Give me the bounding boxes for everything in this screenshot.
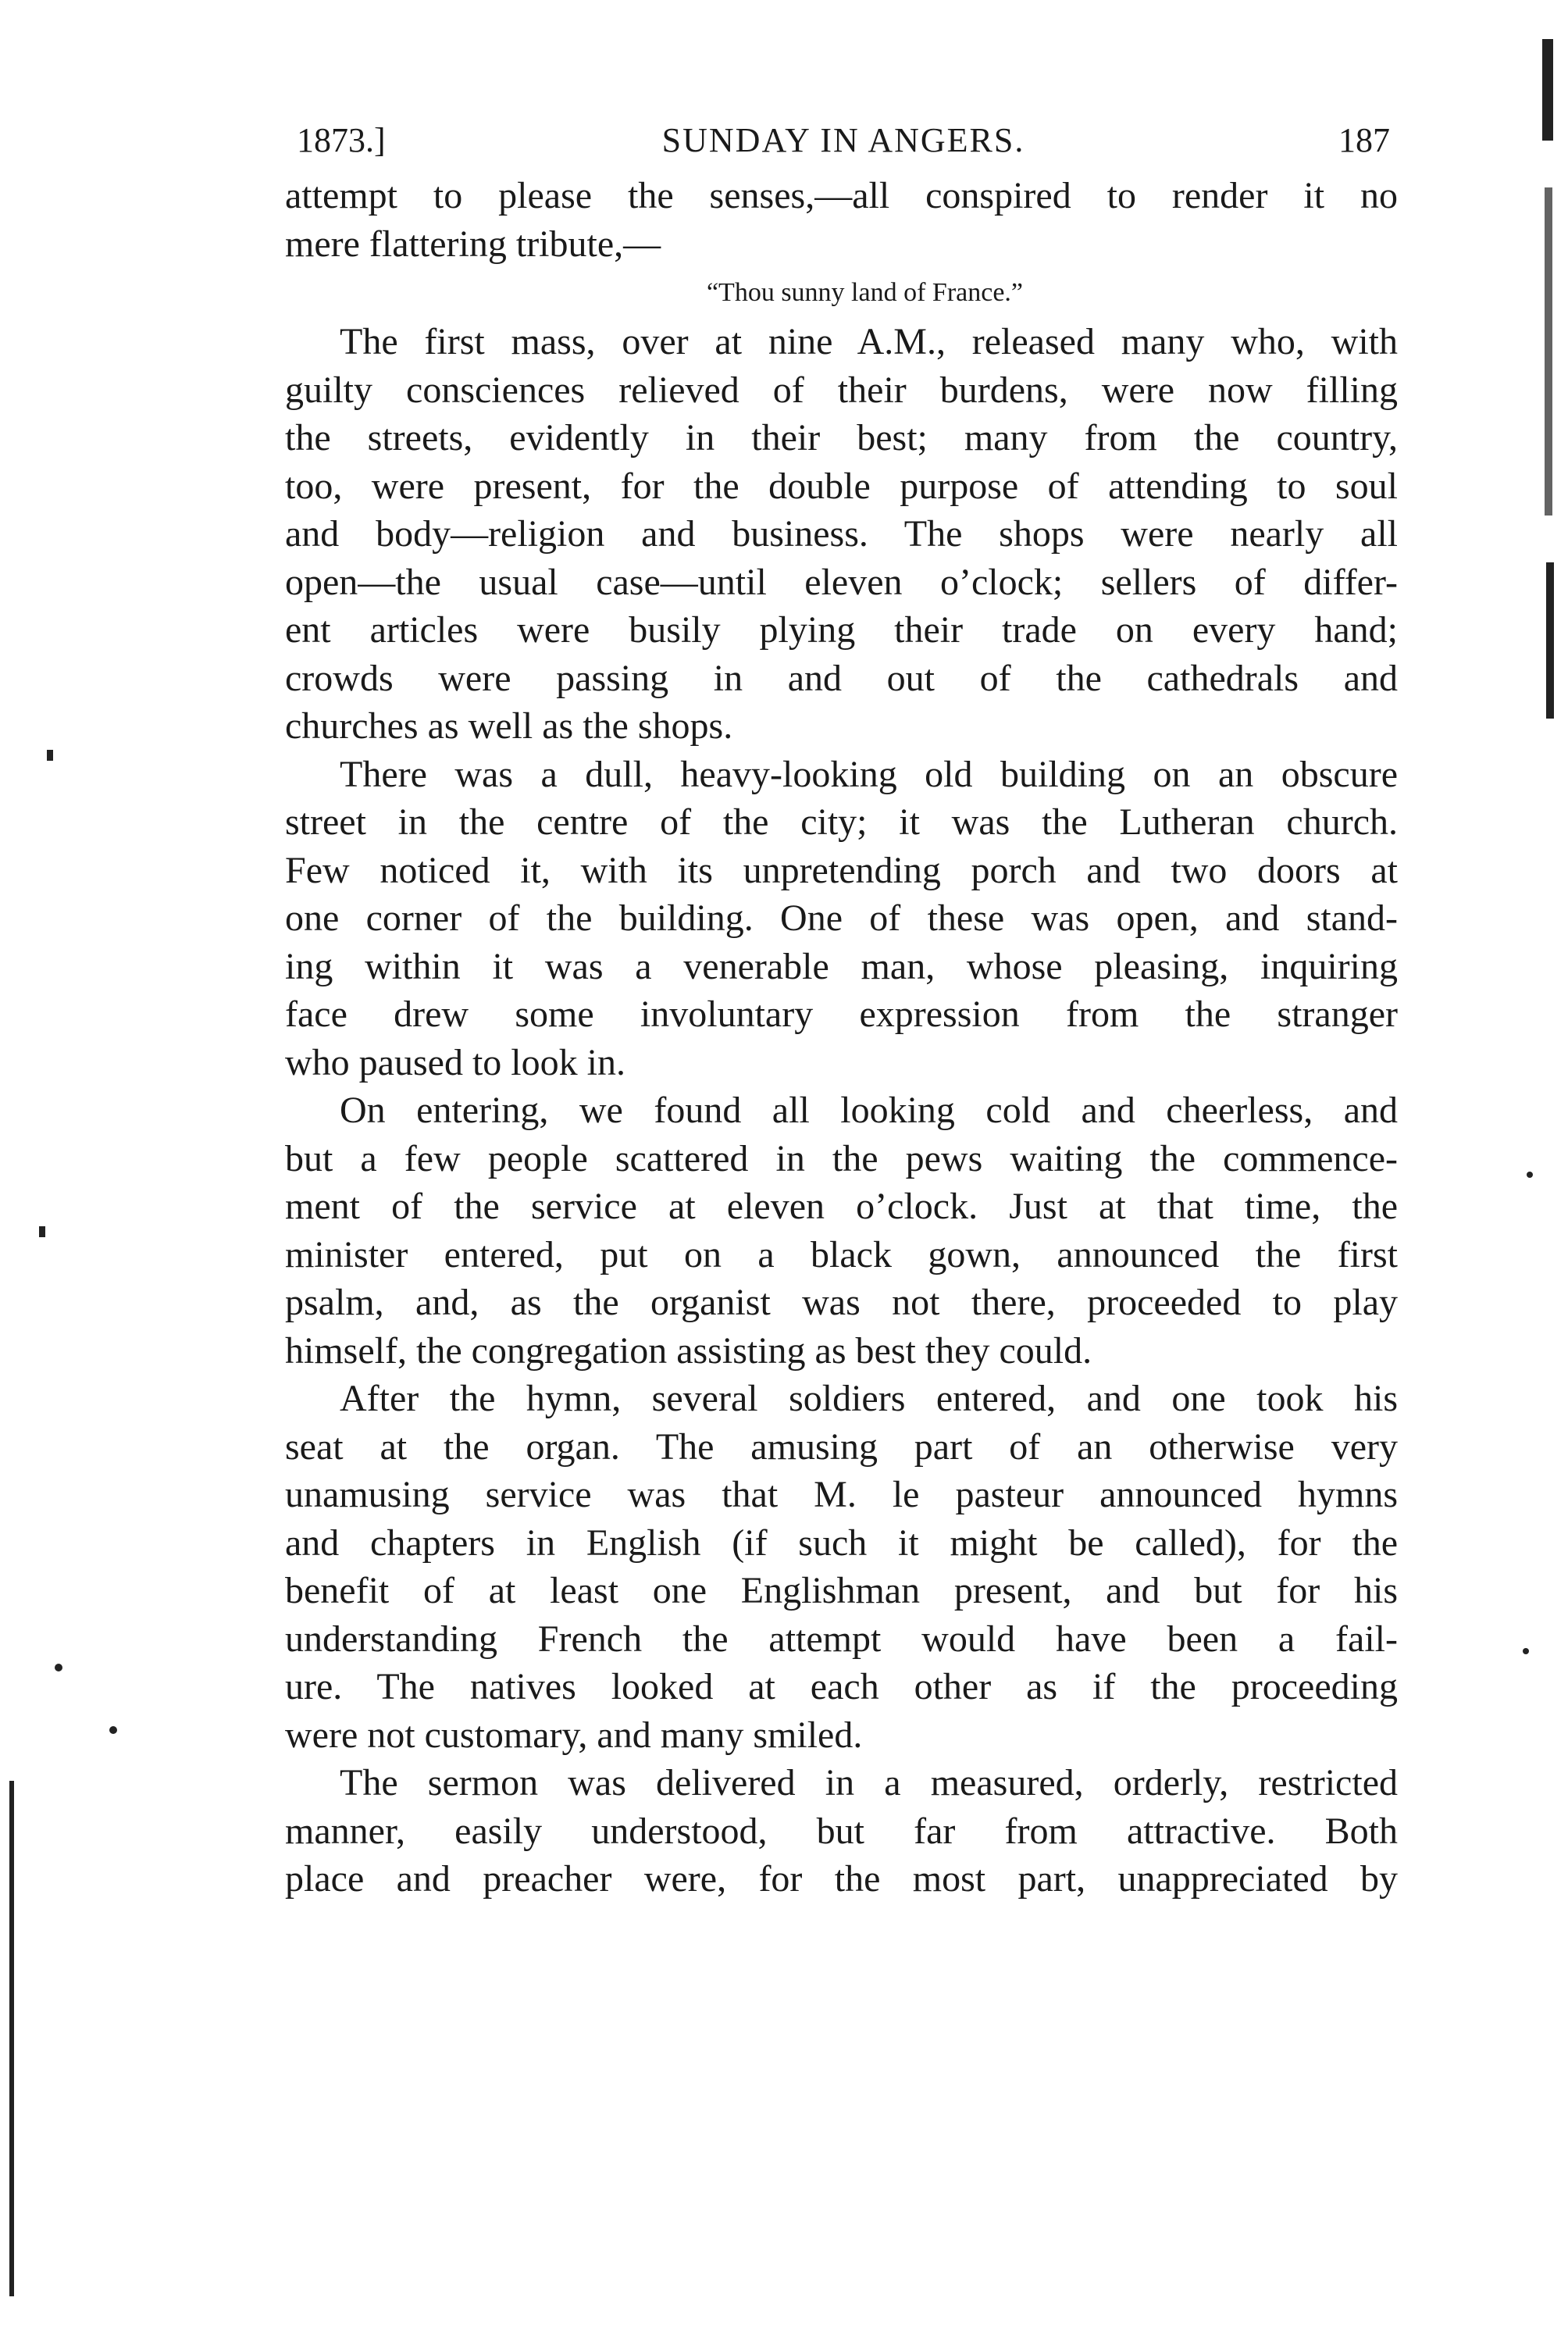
header-title: SUNDAY IN ANGERS. [661, 121, 1025, 159]
quotation: “Thou sunny land of France.” [706, 278, 1024, 307]
scan-speck [39, 1226, 45, 1237]
text-line: face drew some involuntary expression from the stranger [285, 994, 1398, 1035]
text-line: himself, the congregation assisting as best they could. [285, 1329, 1092, 1372]
text-line: one corner of the building. One of these was open, and stand- [285, 897, 1398, 939]
text-line: Few noticed it, with its unpretending porch and two doors at [285, 849, 1398, 891]
text-line: churches as well as the shops. [285, 705, 733, 747]
text-line: who paused to look in. [285, 1041, 625, 1083]
text-line: open—the usual case—until eleven o’clock; sellers of differ- [285, 561, 1398, 603]
header-year: 1873.] [297, 121, 386, 159]
scan-edge-mark [1546, 562, 1554, 719]
text-line: minister entered, put on a black gown, announced the first [285, 1233, 1398, 1275]
scan-speck [1523, 1648, 1529, 1654]
text-line: ent articles were busily plying their trade on every hand; [285, 609, 1398, 651]
scan-edge-mark [9, 1781, 14, 2296]
text-line: too, were present, for the double purpose of attending to soul [285, 465, 1398, 507]
text-line: and chapters in English (if such it might be called), for the [285, 1522, 1398, 1564]
scan-speck [55, 1664, 62, 1671]
text-line: but a few people scattered in the pews waiting the commence- [285, 1137, 1398, 1179]
text-line: ment of the service at eleven o’clock. Just at that time, the [285, 1186, 1398, 1227]
running-head [297, 117, 1390, 164]
scan-speck [1527, 1172, 1533, 1178]
text-line: and body—religion and business. The shops were nearly all [285, 513, 1398, 555]
text-line: were not customary, and many smiled. [285, 1714, 863, 1756]
text-line: crowds were passing in and out of the cathedrals and [285, 657, 1398, 699]
scan-speck [109, 1726, 117, 1734]
scan-speck [47, 750, 53, 761]
text-line: After the hymn, several soldiers entered, and one took his [340, 1378, 1398, 1419]
text-line: There was a dull, heavy-looking old building on an obscure [340, 753, 1398, 795]
scan-edge-mark [1545, 187, 1552, 516]
text-line: benefit of at least one Englishman present, and but for his [285, 1570, 1398, 1611]
text-line: attempt to please the senses,—all conspired to render it no [285, 175, 1398, 216]
text-line: manner, easily understood, but far from attractive. Both [285, 1810, 1398, 1852]
text-line: The sermon was delivered in a measured, orderly, restricted [340, 1762, 1398, 1803]
text-line: ing within it was a venerable man, whose pleasing, inquiring [285, 945, 1398, 987]
body-text [285, 172, 1398, 1903]
text-line: seat at the organ. The amusing part of an otherwise very [285, 1425, 1398, 1468]
scan-edge-mark [1542, 39, 1553, 141]
text-line: The first mass, over at nine A.M., released many who, with [340, 321, 1398, 362]
text-line: understanding French the attempt would have been a fail- [285, 1618, 1398, 1660]
text-line: psalm, and, as the organist was not there, proceeded to play [285, 1282, 1398, 1323]
text-line: place and preacher were, for the most part, unappreciated by [285, 1858, 1398, 1900]
text-line: mere flattering tribute,— [285, 223, 661, 265]
page-number: 187 [1338, 121, 1390, 159]
text-line: unamusing service was that M. le pasteur announced hymns [285, 1474, 1398, 1515]
text-line: guilty consciences relieved of their burdens, were now filling [285, 369, 1398, 411]
text-line: street in the centre of the city; it was the Lutheran church. [285, 801, 1398, 843]
text-line: ure. The natives looked at each other as if the proceeding [285, 1666, 1398, 1707]
text-line: On entering, we found all looking cold and cheerless, and [340, 1090, 1398, 1131]
text-line: the streets, evidently in their best; many from the country, [285, 417, 1398, 458]
